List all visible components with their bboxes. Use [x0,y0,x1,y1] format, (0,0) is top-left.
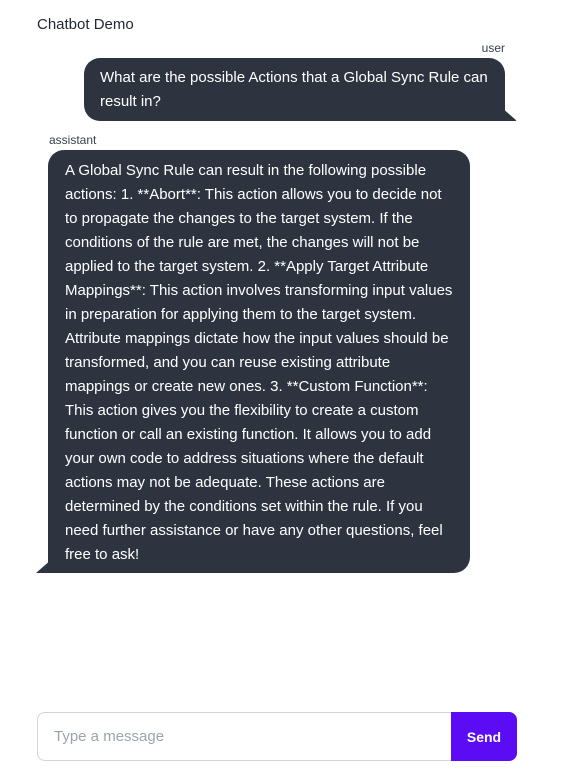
app-title: Chatbot Demo [37,16,134,33]
message-role-label-assistant: assistant [49,133,97,147]
send-button[interactable]: Send [451,712,517,761]
assistant-message-bubble: A Global Sync Rule can result in the following possible actions: 1. **Abort**: This action allows you to decide not to propagate the changes to the target system. If the conditions of the rule are met, the changes will not be applied to the target system. 2. **Apply Target Attribute Mappings**: This action involves transforming input values in preparation for applying them to the target system. Attribute mappings dictate how the input values should be transformed, and you can reuse existing attribute mappings or create new ones. 3. **Custom Function**: This action gives you the flexibility to create a custom function or call an existing function. It allows you to add your own code to address situations where the default actions may not be adequate. These actions are determined by the conditions set within the rule. If you need further assistance or have any other questions, feel free to ask! [48,150,470,573]
message-role-label-user: user [481,41,505,55]
message-input[interactable] [37,712,451,761]
message-composer [37,712,517,761]
user-message-bubble: What are the possible Actions that a Global Sync Rule can result in? [84,58,505,121]
